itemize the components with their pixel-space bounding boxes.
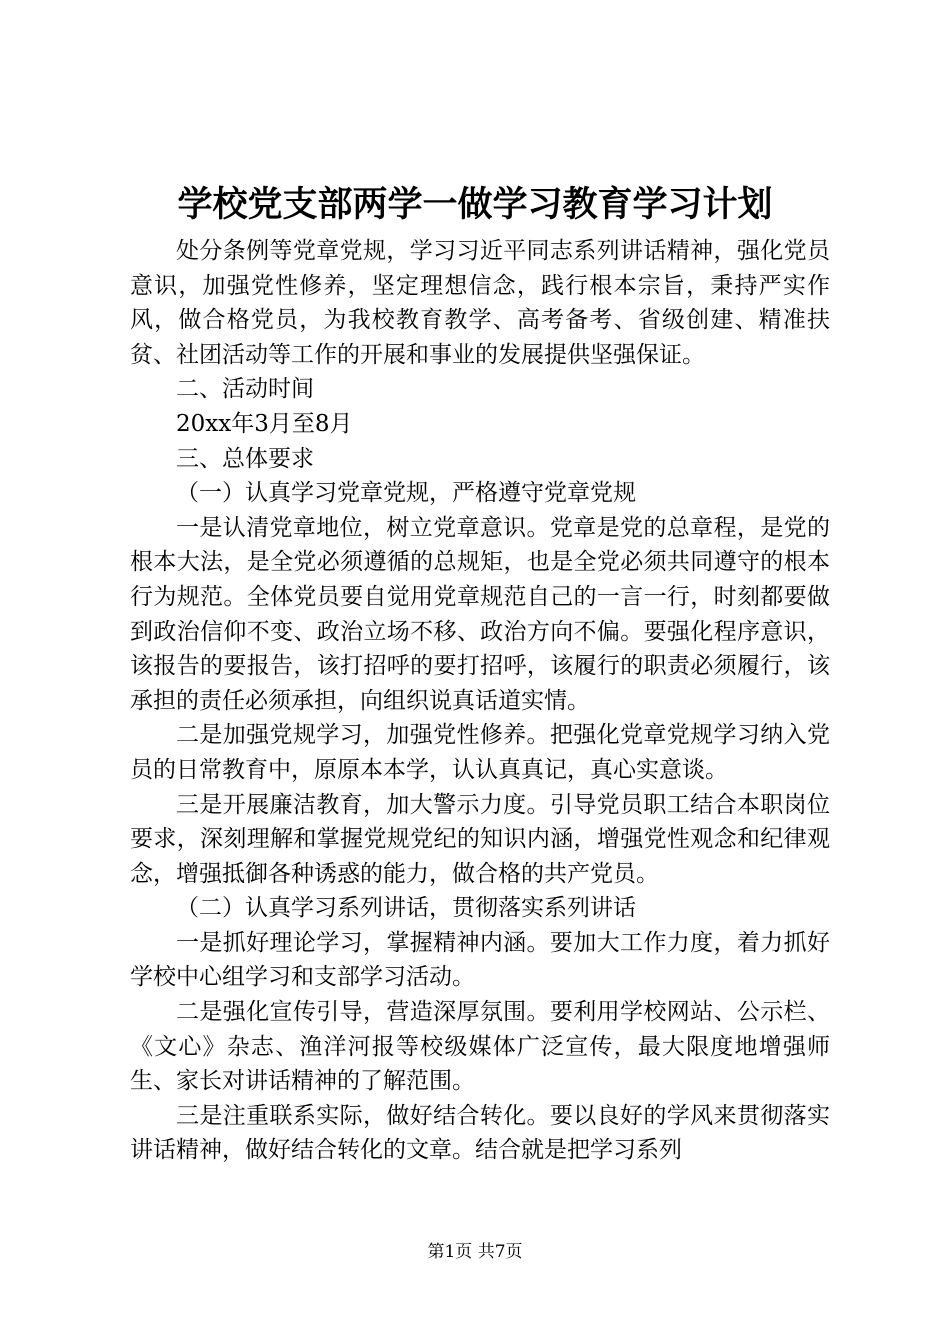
paragraph: 二是加强党规学习，加强党性修养。把强化党章党规学习纳入党员的日常教育中，原原本本学，认认真真记，真心实意谈。	[130, 722, 830, 783]
paragraph: 20xx年3月至8月	[176, 410, 353, 437]
subsection-heading: （一）认真学习党章党规，严格遵守党章党规	[176, 480, 636, 507]
paragraph: 二是强化宣传引导，营造深厚氛围。要利用学校网站、公示栏、《文心》杂志、渔洋河报等校级媒体广泛宣传，最大限度地增强师生、家长对讲话精神的了解范围。	[130, 999, 830, 1095]
paragraph: 三是注重联系实际，做好结合转化。要以良好的学风来贯彻落实讲话精神，做好结合转化的文章。结合就是把学习系列	[130, 1102, 830, 1164]
section-heading: 三、总体要求	[176, 445, 314, 472]
paragraph: 处分条例等党章党规，学习习近平同志系列讲话精神，强化党员意识，加强党性修养，坚定理想信念，践行根本宗旨，秉持严实作风，做合格党员，为我校教育教学、高考备考、省级创建、精准扶贫、社团活动等工作的开展和事业的发展提供坚强保证。	[130, 238, 830, 368]
subsection-heading: （二）认真学习系列讲话，贯彻落实系列讲话	[176, 895, 636, 922]
section-heading: 二、活动时间	[176, 376, 314, 403]
paragraph: 一是抓好理论学习，掌握精神内涵。要加大工作力度，着力抓好学校中心组学习和支部学习活动。	[130, 929, 830, 991]
paragraph: 一是认清党章地位，树立党章意识。党章是党的总章程，是党的根本大法，是全党必须遵循的总规矩，也是全党必须共同遵守的根本行为规范。全体党员要自觉用党章规范自己的一言一行，时刻都要做到政治信仰不变、政治立场不移、政治方向不偏。要强化程序意识，该报告的要报告，该打招呼的要打招呼，该履行的职责必须履行，该承担的责任必须承担，向组织说真话道实情。	[130, 514, 830, 714]
page-footer: 第1页 共7页	[427, 1242, 523, 1262]
document-body	[130, 234, 830, 1168]
paragraph: 三是开展廉洁教育，加大警示力度。引导党员职工结合本职岗位要求，深刻理解和掌握党规党纪的知识内涵，增强党性观念和纪律观念，增强抵御各种诱惑的能力，做合格的共产党员。	[130, 791, 830, 887]
document-title: 学校党支部两学一做学习教育学习计划	[177, 184, 773, 225]
